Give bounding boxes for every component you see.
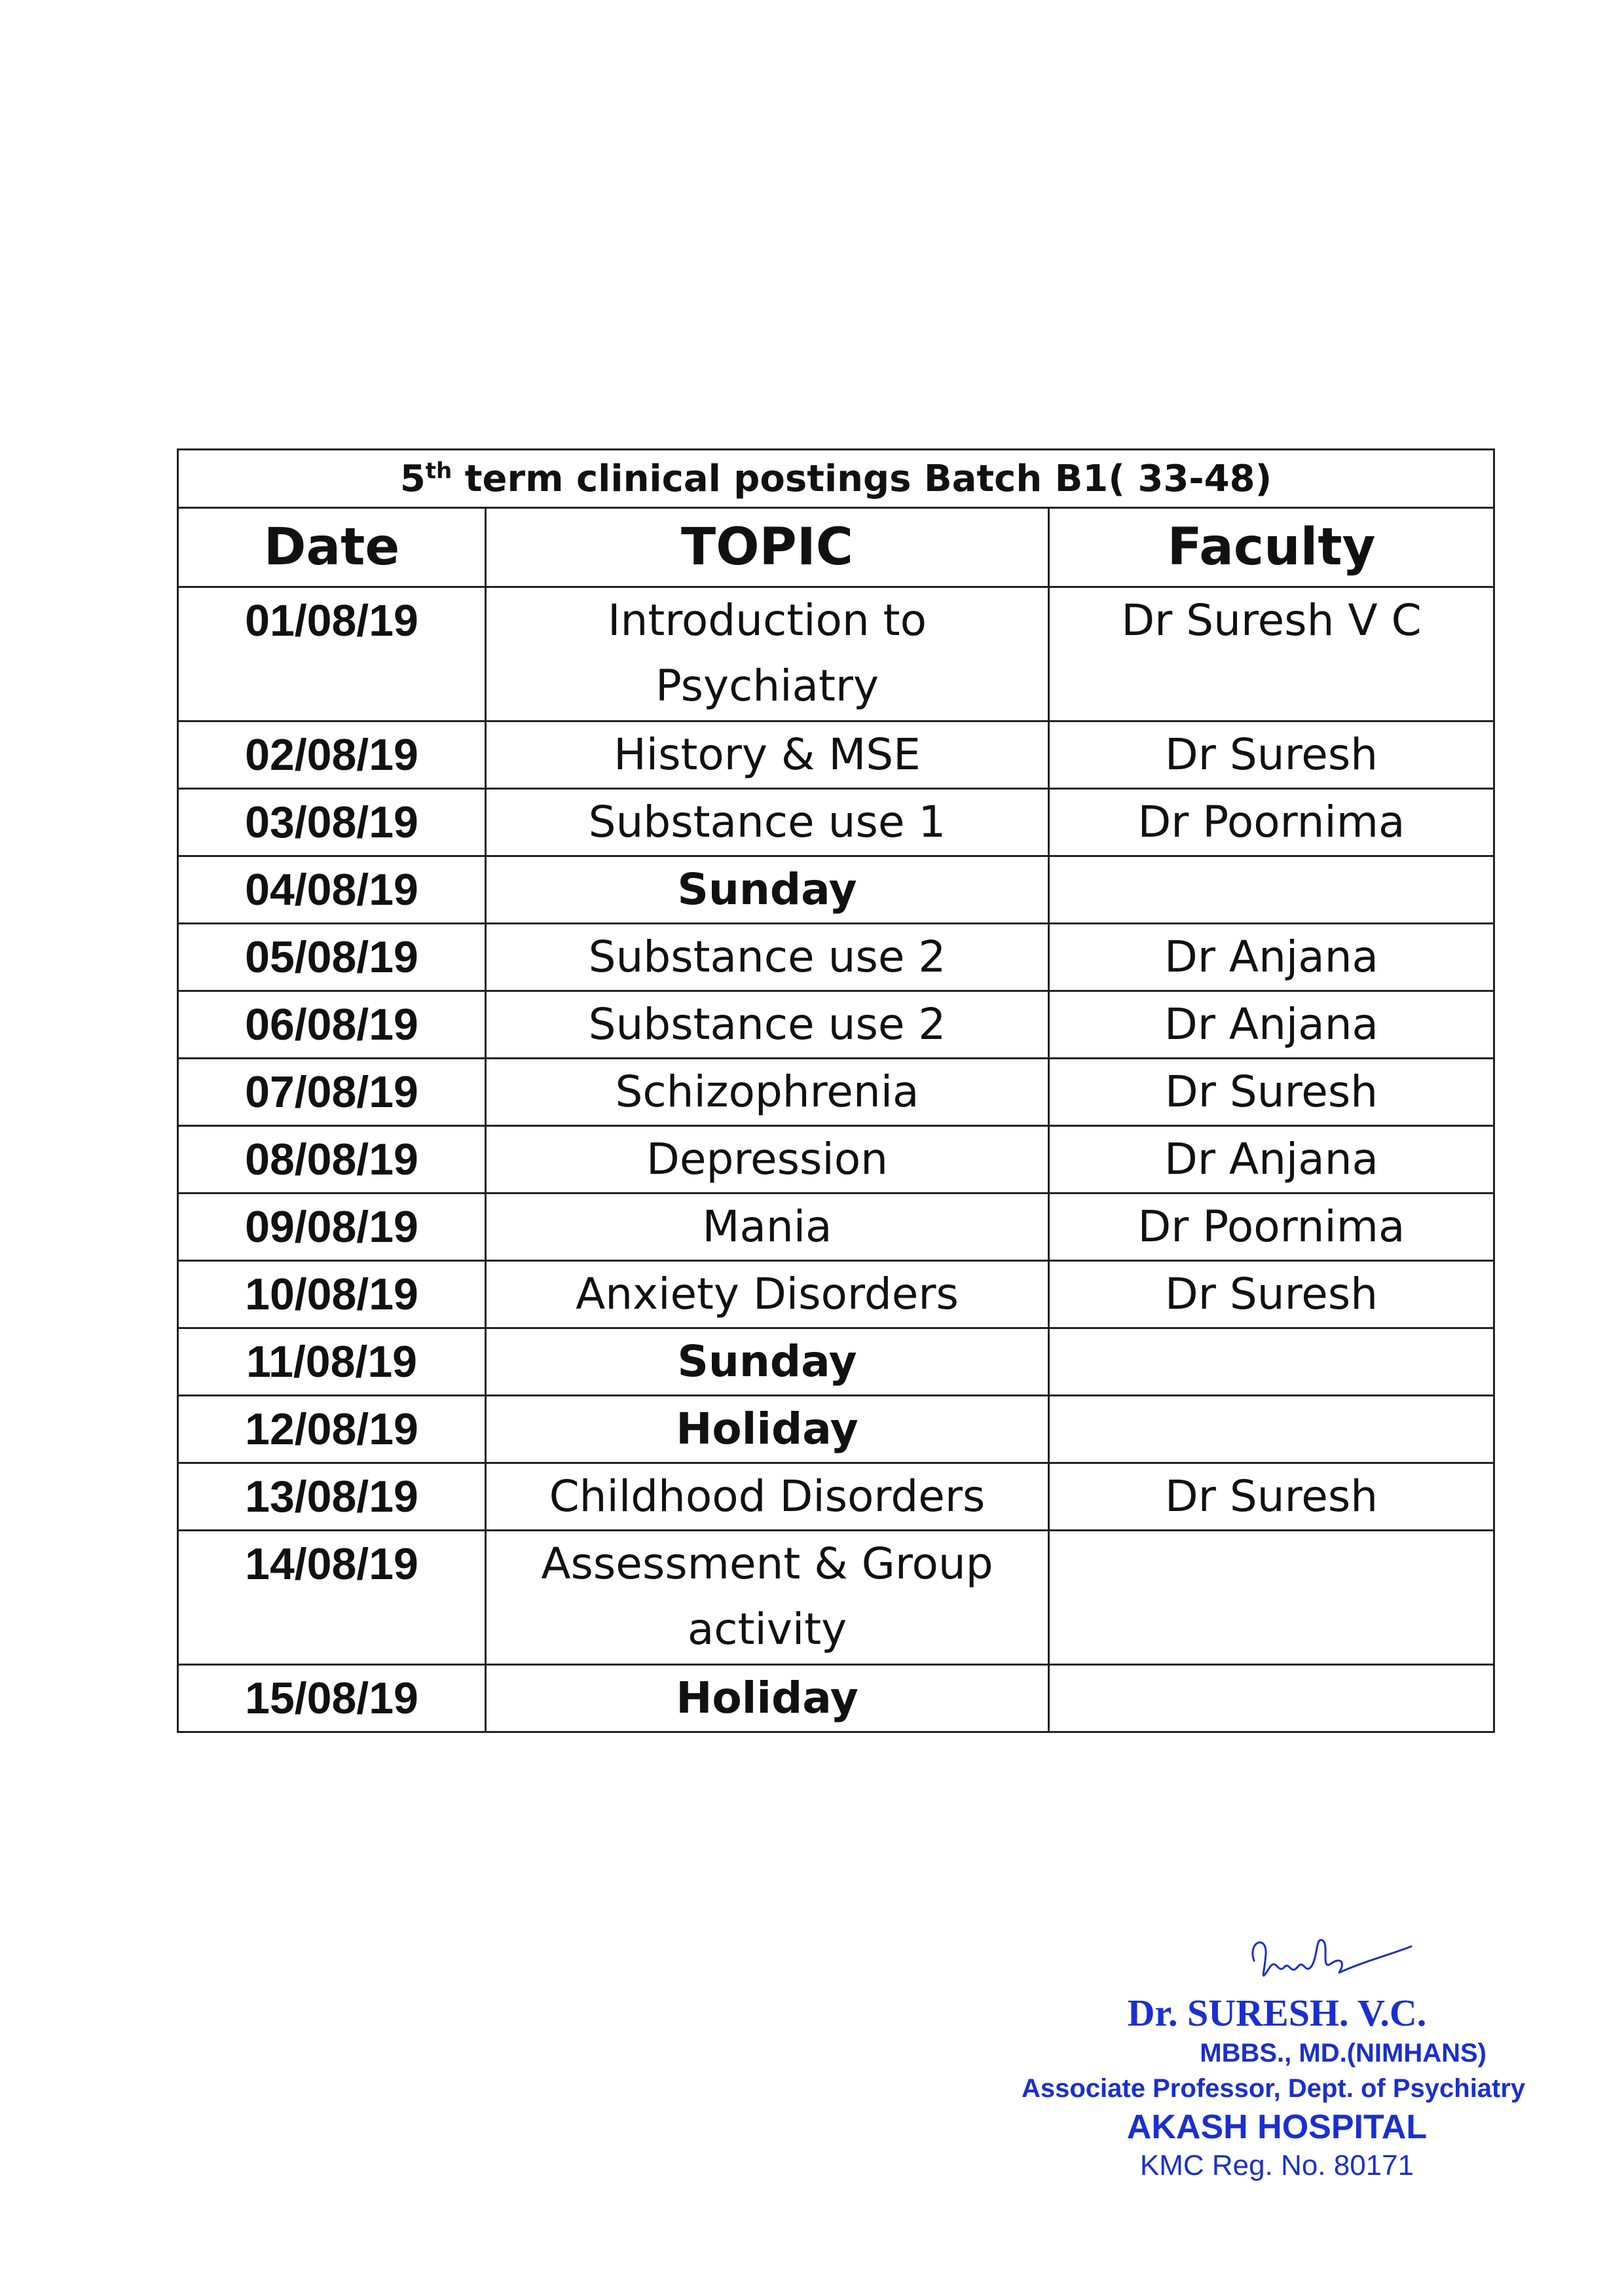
- table-row: [178, 1261, 1494, 1328]
- date-cell: 03/08/19: [178, 789, 486, 856]
- table-row: [178, 1463, 1494, 1531]
- date-cell: 10/08/19: [178, 1261, 486, 1328]
- date-cell: 01/08/19: [178, 587, 486, 721]
- topic-cell: Substance use 1: [486, 789, 1049, 856]
- topic-line: Introduction to: [608, 595, 927, 646]
- topic-cell: Schizophrenia: [486, 1059, 1049, 1126]
- date-cell: 11/08/19: [178, 1328, 486, 1396]
- faculty-cell: [1049, 1328, 1494, 1396]
- table-row: [178, 789, 1494, 856]
- topic-cell: [486, 587, 1049, 721]
- table-row: [178, 1396, 1494, 1463]
- faculty-cell: Dr Poornima: [1049, 1194, 1494, 1261]
- topic-cell: Holiday: [486, 1665, 1049, 1732]
- date-cell: 06/08/19: [178, 991, 486, 1059]
- table-row: [178, 1328, 1494, 1396]
- date-cell: 12/08/19: [178, 1396, 486, 1463]
- stamp-registration: KMC Reg. No. 80171: [1139, 2149, 1414, 2181]
- faculty-cell: Dr Suresh: [1049, 721, 1494, 789]
- faculty-cell: [1049, 1665, 1494, 1732]
- topic-line: Psychiatry: [655, 661, 879, 711]
- date-cell: 09/08/19: [178, 1194, 486, 1261]
- faculty-cell: Dr Suresh: [1049, 1463, 1494, 1531]
- handwritten-signature: [1247, 1922, 1418, 1994]
- date-cell: 02/08/19: [178, 721, 486, 789]
- date-cell: 15/08/19: [178, 1665, 486, 1732]
- table-row: [178, 991, 1494, 1059]
- topic-cell: Substance use 2: [486, 991, 1049, 1059]
- stamp-degrees: MBBS., MD.(NIMHANS): [1200, 2039, 1486, 2068]
- date-cell: 14/08/19: [178, 1531, 486, 1665]
- faculty-cell: Dr Anjana: [1049, 924, 1494, 991]
- title-prefix: 5: [399, 457, 426, 500]
- table-row: [178, 1126, 1494, 1194]
- topic-cell: Substance use 2: [486, 924, 1049, 991]
- topic-cell: Anxiety Disorders: [486, 1261, 1049, 1328]
- topic-line: activity: [687, 1604, 847, 1654]
- stamp-role: Associate Professor, Dept. of Psychiatry: [1022, 2074, 1526, 2103]
- table-row: [178, 1059, 1494, 1126]
- table-row: [178, 721, 1494, 789]
- date-cell: 05/08/19: [178, 924, 486, 991]
- topic-cell: Sunday: [486, 1328, 1049, 1396]
- faculty-cell: [1049, 1396, 1494, 1463]
- topic-cell: Holiday: [486, 1396, 1049, 1463]
- table-row: [178, 1194, 1494, 1261]
- topic-cell: Sunday: [486, 856, 1049, 924]
- table-row: [178, 587, 1494, 721]
- date-cell: 04/08/19: [178, 856, 486, 924]
- faculty-cell: Dr Suresh V C: [1049, 587, 1494, 721]
- doctor-stamp: [1022, 1990, 1526, 2184]
- faculty-cell: Dr Suresh: [1049, 1261, 1494, 1328]
- faculty-cell: [1049, 856, 1494, 924]
- table-row: [178, 1665, 1494, 1732]
- topic-line: Assessment & Group: [541, 1539, 993, 1589]
- table-header-row: [178, 508, 1494, 587]
- faculty-cell: Dr Anjana: [1049, 991, 1494, 1059]
- topic-cell: Mania: [486, 1194, 1049, 1261]
- stamp-hospital: AKASH HOSPITAL: [1126, 2108, 1428, 2146]
- topic-header: TOPIC: [486, 508, 1049, 587]
- table-row: [178, 1531, 1494, 1665]
- date-header: Date: [178, 508, 486, 587]
- topic-cell: [486, 1531, 1049, 1665]
- date-cell: 08/08/19: [178, 1126, 486, 1194]
- table-title-row: [178, 450, 1494, 508]
- faculty-cell: [1049, 1531, 1494, 1665]
- date-cell: 07/08/19: [178, 1059, 486, 1126]
- topic-cell: Depression: [486, 1126, 1049, 1194]
- topic-cell: History & MSE: [486, 721, 1049, 789]
- table-title: [178, 450, 1494, 508]
- topic-cell: Childhood Disorders: [486, 1463, 1049, 1531]
- table-row: [178, 924, 1494, 991]
- faculty-header: Faculty: [1049, 508, 1494, 587]
- faculty-cell: Dr Anjana: [1049, 1126, 1494, 1194]
- title-superscript: th: [425, 457, 452, 484]
- table-row: [178, 856, 1494, 924]
- faculty-cell: Dr Poornima: [1049, 789, 1494, 856]
- stamp-name: Dr. SURESH. V.C.: [1127, 1992, 1427, 2034]
- date-cell: 13/08/19: [178, 1463, 486, 1531]
- faculty-cell: Dr Suresh: [1049, 1059, 1494, 1126]
- title-rest: term clinical postings Batch B1( 33-48): [452, 457, 1272, 500]
- postings-schedule-table: [177, 448, 1495, 1733]
